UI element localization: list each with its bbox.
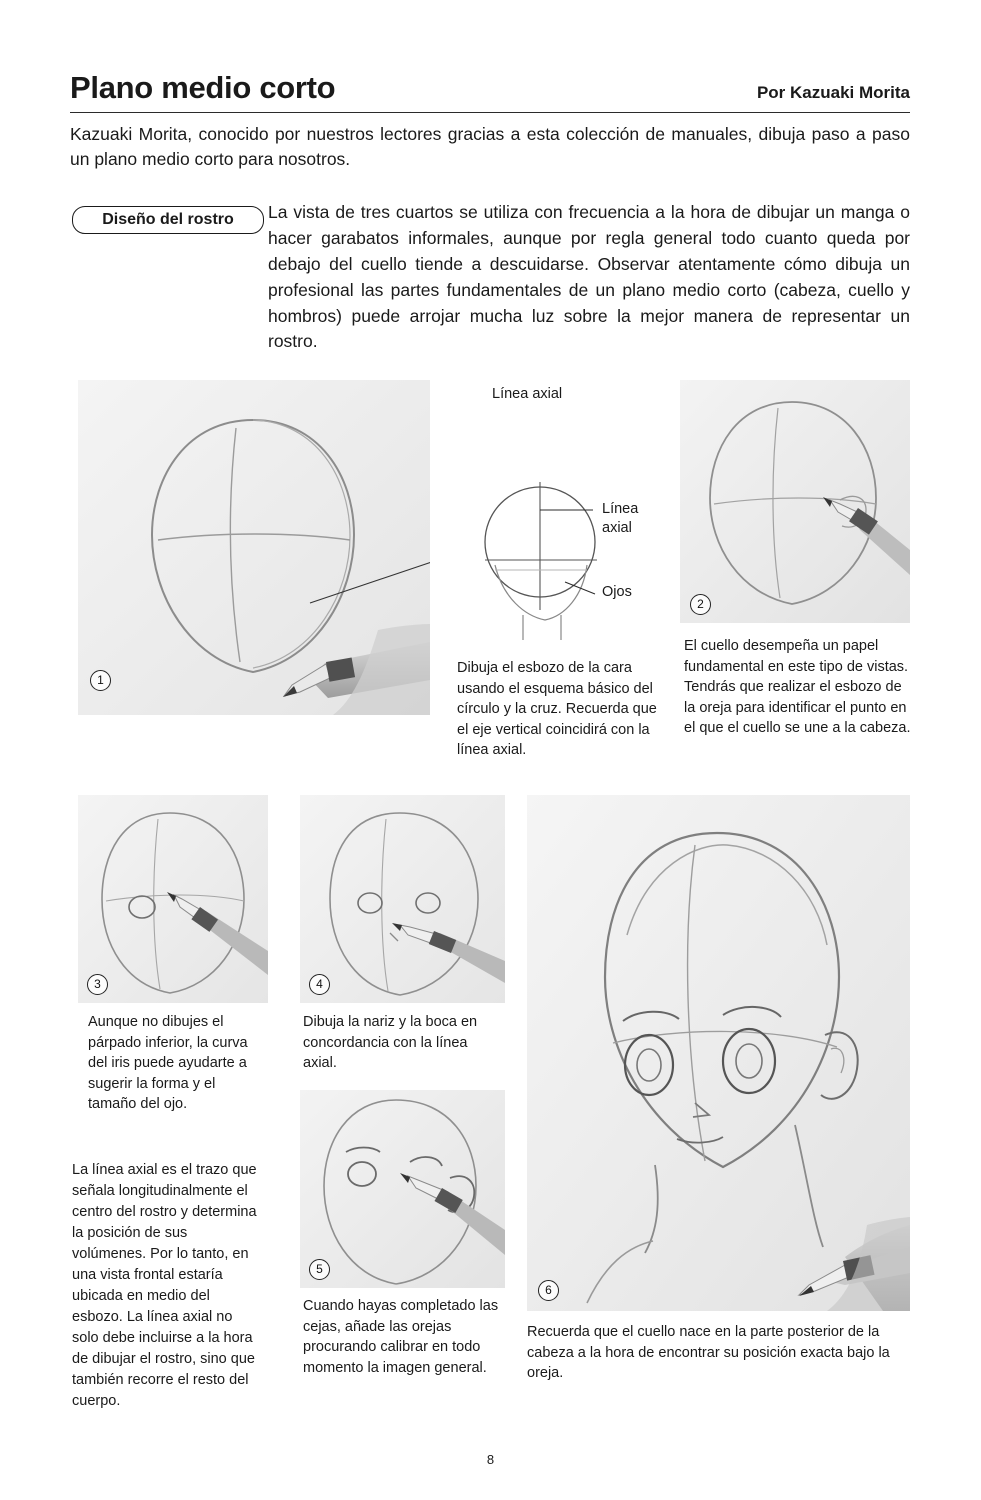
annotation-axial-line-main — [492, 385, 632, 404]
page-number-text: 8 — [486, 1452, 495, 1467]
step-2-photo — [680, 380, 910, 623]
step-2-caption-text: El cuello desempeña un papel fundamental en este tipo de vistas. Tendrás que realizar el esbozo de la oreja para identificar el punto en el que el cuello se une a la cabeza. — [684, 638, 911, 737]
step-3-illustration — [78, 795, 268, 1003]
annotation-diagram-axial-line2: axial — [602, 519, 632, 536]
author-byline: Por Kazuaki Morita — [756, 83, 910, 102]
annotation-diagram-eyes — [602, 583, 682, 602]
step-2-caption — [684, 636, 912, 739]
annotation-axial-line-main-text: Línea axial — [492, 386, 563, 402]
step-4-badge — [309, 974, 330, 995]
step-5-illustration — [300, 1090, 505, 1288]
schema-diagram-illustration — [465, 470, 640, 645]
step-4-illustration — [300, 795, 505, 1003]
step-5-caption — [303, 1296, 503, 1378]
step-6-caption — [527, 1322, 912, 1384]
step-5-caption-text: Cuando hayas completado las cejas, añade las orejas procurando calibrar en todo momento la imagen general. — [303, 1298, 499, 1376]
step-5-photo — [300, 1090, 505, 1288]
step-6-illustration — [527, 795, 910, 1311]
step-2-number: 2 — [697, 597, 704, 611]
annotation-diagram-axial-line1: Línea — [602, 501, 639, 517]
page-header — [70, 70, 910, 172]
step-5-badge — [309, 1259, 330, 1280]
page-title: Plano medio corto — [70, 70, 336, 105]
step-3-caption-text: Aunque no dibujes el párpado inferior, la curva del iris puede ayudarte a sugerir la forma y el tamaño del ojo. — [88, 1014, 248, 1113]
step-6-photo — [527, 795, 910, 1311]
step-2-illustration — [680, 380, 910, 623]
annotation-diagram-axial — [602, 500, 692, 538]
step-3-photo — [78, 795, 268, 1003]
page-number — [0, 1452, 981, 1467]
section-body-paragraph: La vista de tres cuartos se utiliza con frecuencia a la hora de dibujar un manga o hacer garabatos informales, aunque por regla general todo cuanto queda por debajo del cuello tiende a descuidarse. Observar atentamente cómo dibuja un profesional las partes fundamentales de un plano medio corto (cabeza, cuello y hombros) puede arrojar mucha luz sobre la mejor manera de representar un rostro. — [268, 202, 910, 352]
step-1-number: 1 — [97, 673, 104, 687]
step-1-badge — [90, 670, 111, 691]
step-1-photo — [78, 380, 430, 715]
step-6-badge — [538, 1280, 559, 1301]
step-2-badge — [690, 594, 711, 615]
diagram-caption-text: Dibuja el esbozo de la cara usando el esquema básico del círculo y la cruz. Recuerda que el eje vertical coincidirá con la línea axial. — [457, 660, 657, 759]
annotation-diagram-eyes-text: Ojos — [602, 584, 632, 600]
step-5-number: 5 — [316, 1262, 323, 1276]
step-4-number: 4 — [316, 977, 323, 991]
axial-line-sidenote — [72, 1160, 258, 1412]
step-4-caption — [303, 1012, 503, 1074]
intro-paragraph: Kazuaki Morita, conocido por nuestros lectores gracias a esta colección de manuales, dibuja paso a paso un plano medio corto para nosotros. — [70, 124, 910, 169]
diagram-caption — [457, 658, 657, 761]
step-6-caption-text: Recuerda que el cuello nace en la parte posterior de la cabeza a la hora de encontrar su posición exacta bajo la oreja. — [527, 1324, 890, 1382]
step-3-caption — [88, 1012, 264, 1115]
section-label-text: Diseño del rostro — [102, 211, 234, 228]
section-label-badge — [72, 206, 264, 234]
axial-line-sidenote-text: La línea axial es el trazo que señala longitudinalmente el centro del rostro y determina la posición de sus volúmenes. Por lo tanto, en una vista frontal estaría ubicada en medio del esbozo. La línea axial no solo debe incluirse a la hora de dibujar el rostro, sino que también recorre el resto del cuerpo. — [72, 1162, 257, 1410]
header-title-row — [70, 70, 910, 113]
step-4-photo — [300, 795, 505, 1003]
step-6-number: 6 — [545, 1283, 552, 1297]
step-3-badge — [87, 974, 108, 995]
schema-diagram — [465, 470, 640, 645]
step-3-number: 3 — [94, 977, 101, 991]
step-4-caption-text: Dibuja la nariz y la boca en concordancia con la línea axial. — [303, 1014, 478, 1072]
step-1-illustration — [78, 380, 430, 715]
